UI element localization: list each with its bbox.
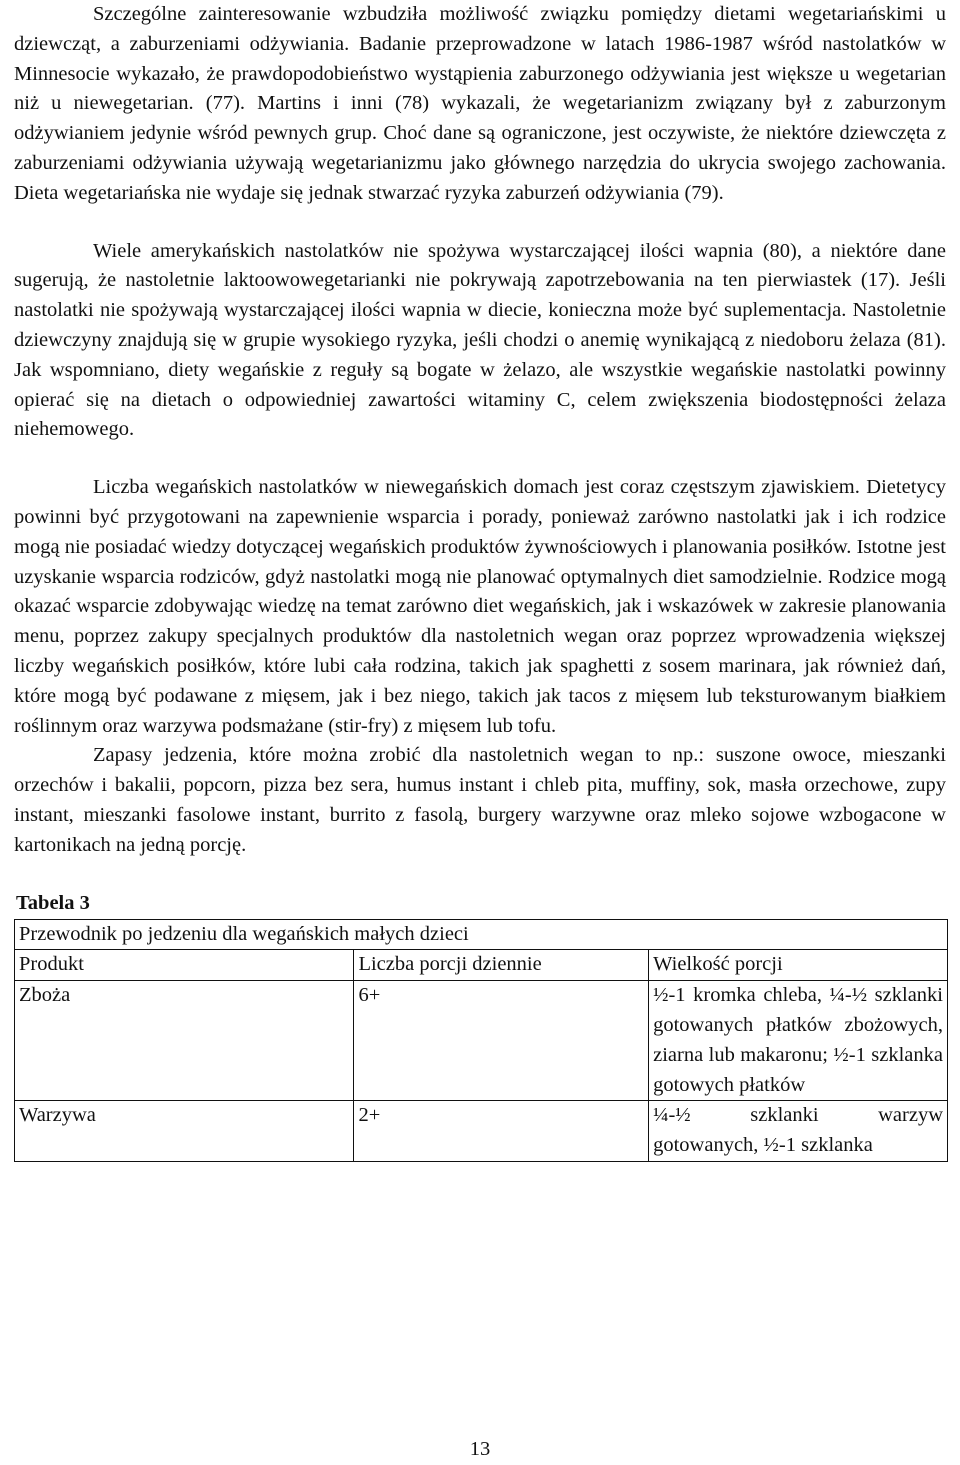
table-row (15, 981, 948, 1101)
paragraph-eating-disorders: Szczególne zainteresowanie wzbudziła możliwość związku pomiędzy dietami wegetariańskimi u dziewcząt, a zaburzeniami odżywiania. Badanie przeprowadzone w latach 1986-1987 wśród nastolatków w Minnesocie wykazało, że prawdopodobieństwo wystąpienia zaburzonego odżywiania jest większe u wegetarian niż u niewegetarian. (77). Martins i inni (78) wykazali, że wegetarianizm związany był z zaburzonym odżywianiem jedynie wśród pewnych grup. Choć dane są ograniczone, jest oczywiste, że niektóre dziewczęta z zaburzeniami odżywiania używają wegetarianizmu jako głównego narzędzia do ukrycia swojego zachowania. Dieta wegetariańska nie wydaje się jednak stwarzać ryzyka zaburzeń odżywiania (79). (14, 3, 946, 204)
header-servings: Liczba porcji dziennie (354, 950, 649, 981)
cell-portion-size: ¼-½ szklanki warzyw gotowanych, ½-1 szklanka (649, 1101, 948, 1162)
paragraph-vegan-teens-homes: Liczba wegańskich nastolatków w niewegańskich domach jest coraz częstszym zjawiskiem. Dietetycy powinni być przygotowani na zapewnienie wsparcia i porady, ponieważ zarówno nastolatki jak i ich rodzice mogą nie posiadać wiedzy dotyczącej wegańskich produktów żywnościowych i planowania posiłków. Istotne jest uzyskanie wsparcia rodziców, gdyż nastolatki mogą nie planować optymalnych diet samodzielnie. Rodzice mogą okazać wsparcie zdobywając wiedzę na temat zarówno diet wegańskich, jak i wskazówek w zakresie planowania menu, poprzez zakupy specjalnych produktów dla nastoletnich wegan oraz poprzez wprowadzenia większej liczby wegańskich posiłków, które lubi cała rodzina, takich jak spaghetti z sosem marinara, jak również dań, które mogą być podawane z mięsem, jak i bez niego, takich jak tacos z mięsem lub teksturowanym białkiem roślinnym oraz warzywa podsmażane (stir-fry) z mięsem lub tofu. (14, 476, 946, 737)
paragraph-gap (14, 209, 946, 237)
paragraph-snacks: Zapasy jedzenia, które można zrobić dla nastoletnich wegan to np.: suszone owoce, mieszanki orzechów i bakalii, popcorn, pizza bez sera, humus instant i chleb pita, muffiny, sok, masła orzechowe, zupy instant, mieszanki fasolowe instant, burrito z fasolą, burgery warzywne oraz mleko sojowe wzbogacone w kartonikach na jedną porcję. (14, 744, 946, 856)
table-caption-row (15, 919, 948, 950)
table-row (15, 1101, 948, 1162)
document-page (14, 0, 946, 1162)
header-portion-size: Wielkość porcji (649, 950, 948, 981)
cell-servings: 2+ (354, 1101, 649, 1162)
paragraph-gap (14, 445, 946, 473)
cell-product: Zboża (15, 981, 354, 1101)
cell-portion-size: ½-1 kromka chleba, ¼-½ szklanki gotowanych płatków zbożowych, ziarna lub makaronu; ½-1 szklanka gotowych płatków (649, 981, 948, 1101)
table-caption: Przewodnik po jedzeniu dla wegańskich małych dzieci (15, 919, 948, 950)
page-number: 13 (469, 1438, 491, 1460)
table-label: Tabela 3 (16, 891, 90, 914)
table-header-row (15, 950, 948, 981)
cell-product: Warzywa (15, 1101, 354, 1162)
food-guide-table (14, 919, 948, 1162)
paragraph-calcium-iron: Wiele amerykańskich nastolatków nie spożywa wystarczającej ilości wapnia (80), a niektóre dane sugerują, że nastoletnie laktoowowegetarianki nie pokrywają zapotrzebowania na ten pierwiastek (17). Jeśli nastolatki nie spożywają wystarczającej ilości wapnia w diecie, konieczna może być suplementacja. Nastoletnie dziewczyny znajdują się w grupie wysokiego ryzyka, jeśli chodzi o anemię wynikającą z niedoboru żelaza (81). Jak wspomniano, diety wegańskie z reguły są bogate w żelazo, ale wszystkie wegańskie nastolatki powinny opierać się na dietach o odpowiedniej zawartości witaminy C, celem zwiększenia biodostępności żelaza niehemowego. (14, 239, 946, 441)
header-product: Produkt (15, 950, 354, 981)
cell-servings: 6+ (354, 981, 649, 1101)
